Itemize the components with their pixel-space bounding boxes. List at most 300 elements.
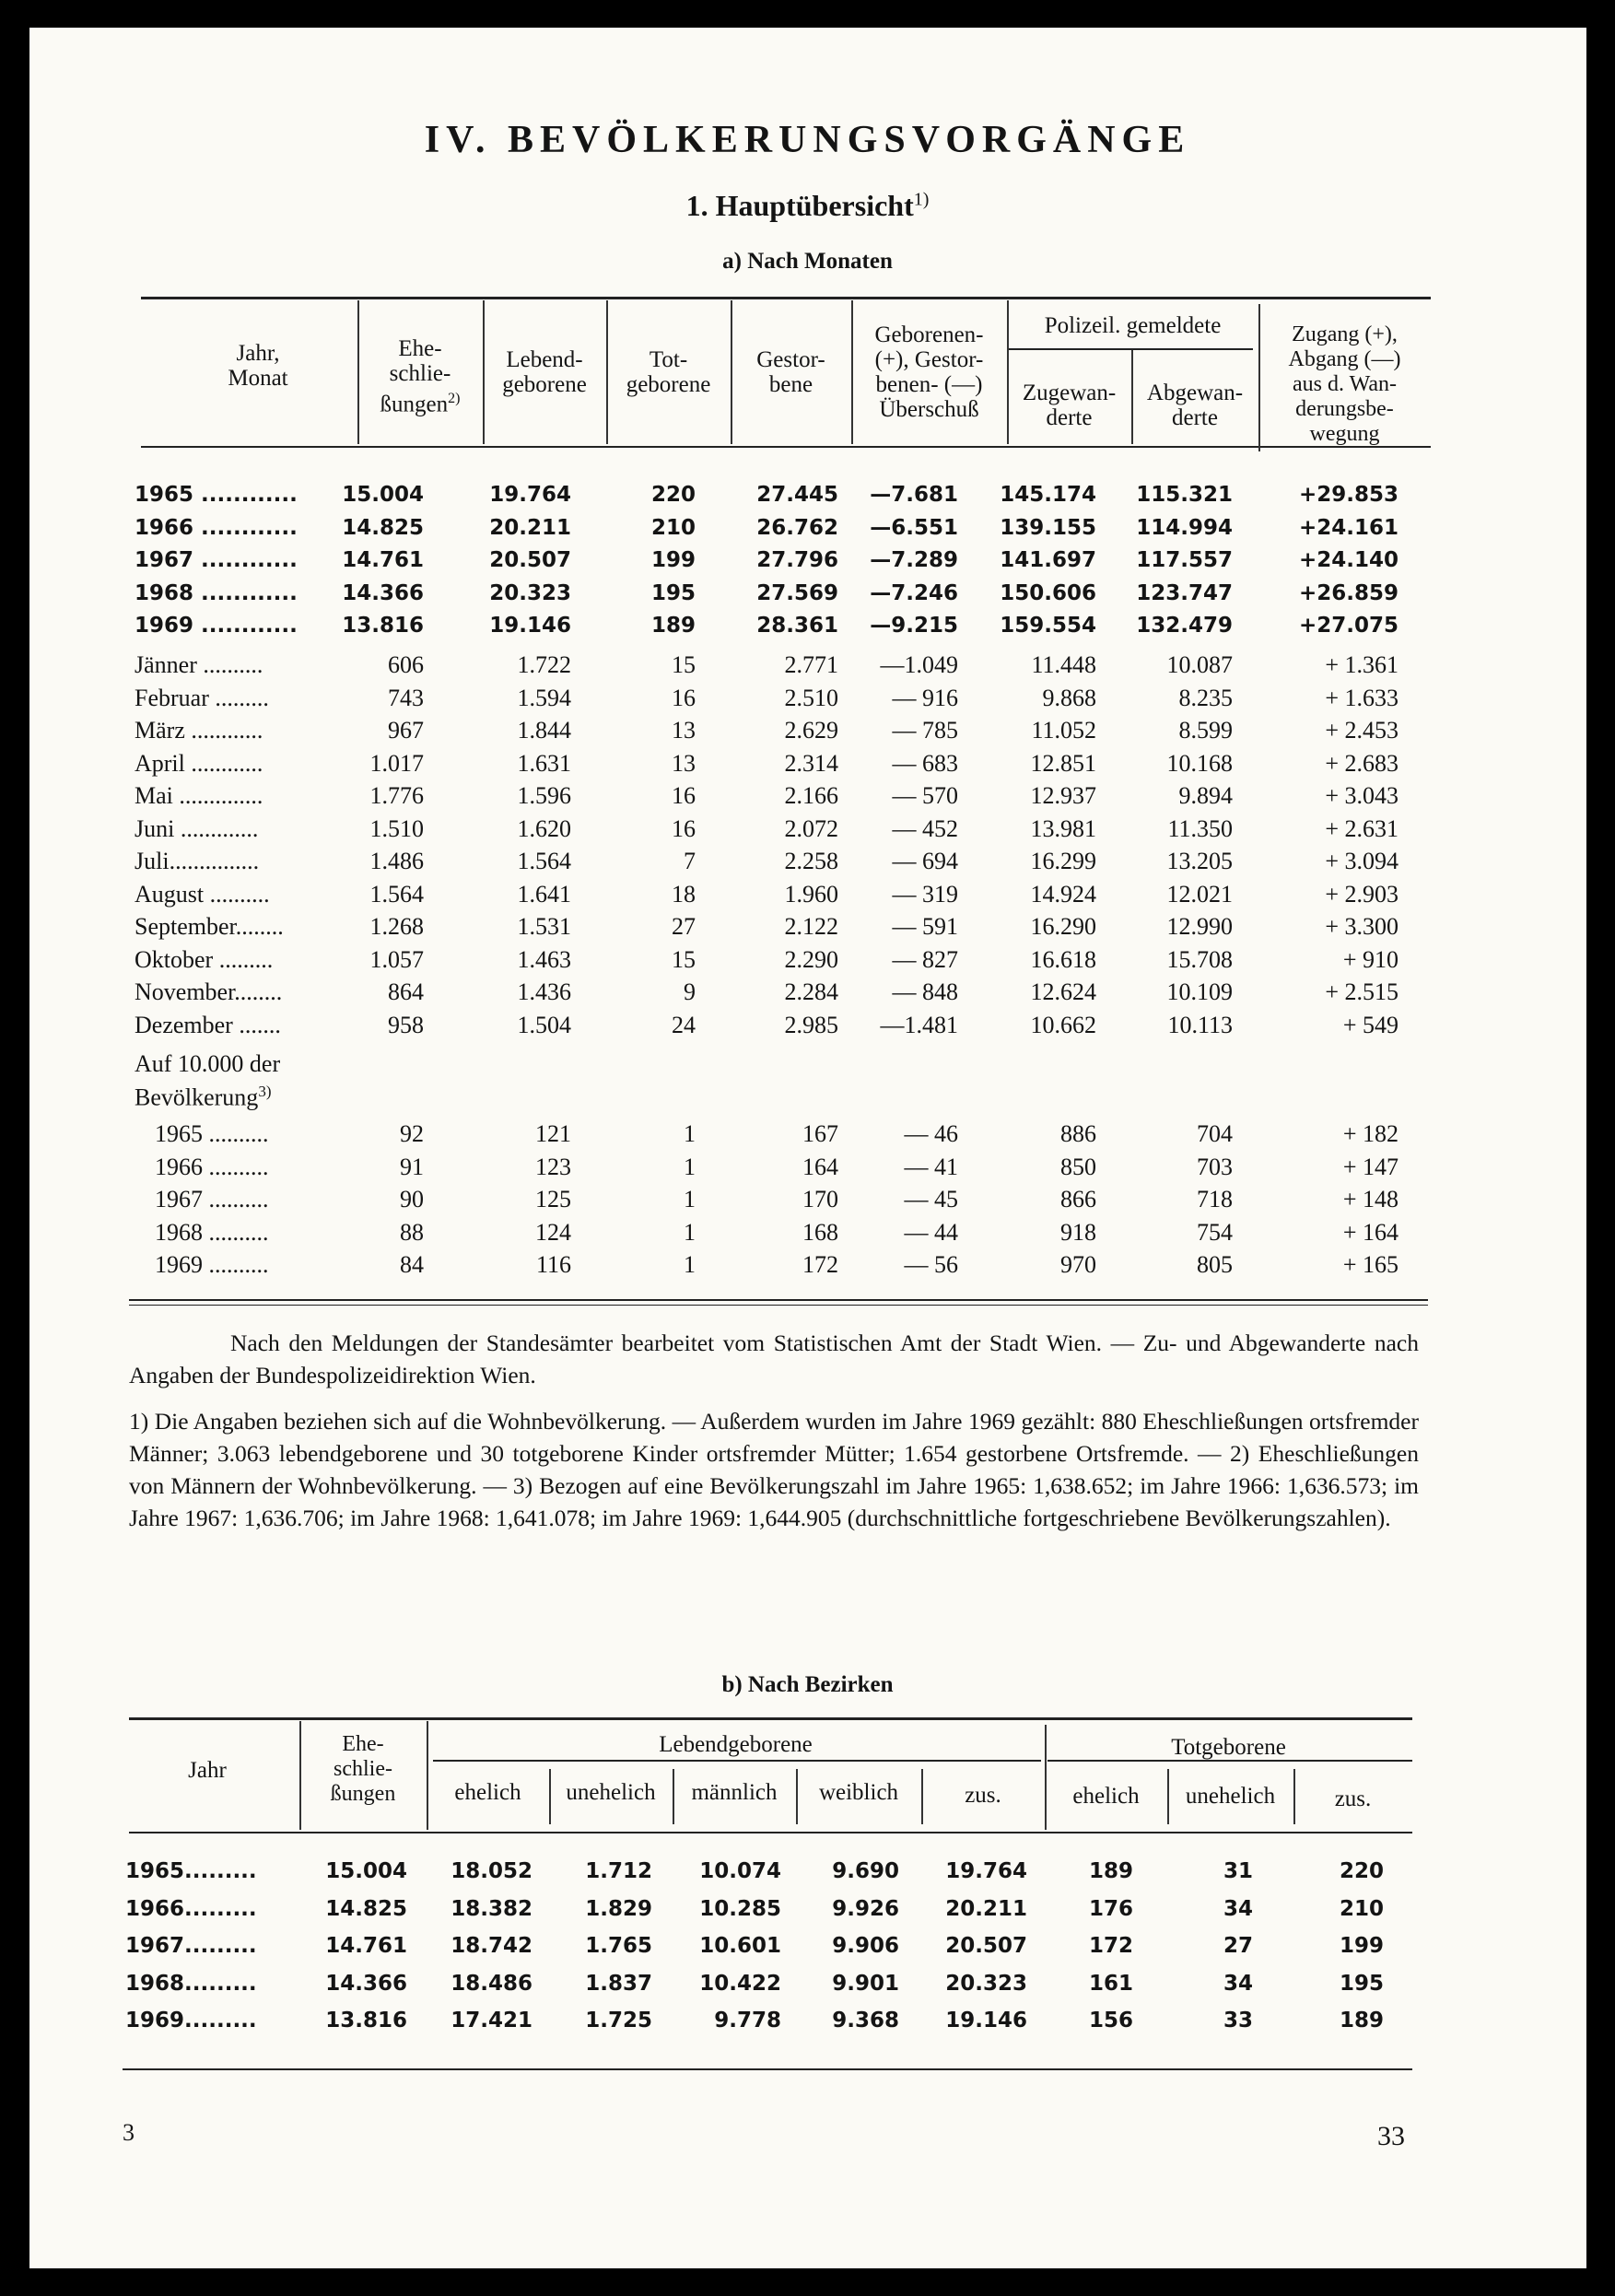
row-label: 1969 ............ bbox=[135, 614, 298, 638]
table-cell: 1.463 bbox=[517, 945, 571, 973]
b-col-header-zus: zus. bbox=[965, 1783, 1001, 1808]
row-label: Februar ......... bbox=[135, 684, 269, 711]
row-label: 1965 ............ bbox=[135, 483, 298, 507]
table-cell: +24.140 bbox=[1298, 548, 1398, 572]
table-cell: + 1.361 bbox=[1325, 651, 1398, 678]
table-row bbox=[0, 946, 1615, 979]
table-a-top-rule bbox=[141, 297, 1431, 299]
table-cell: 167 bbox=[802, 1120, 838, 1147]
table-cell: 1.564 bbox=[369, 880, 424, 908]
b-col-header-t-unehelich: unehelich bbox=[1185, 1784, 1276, 1809]
table-cell: 886 bbox=[1060, 1120, 1096, 1147]
table-cell: 19.146 bbox=[945, 2009, 1027, 2032]
table-cell: — 44 bbox=[904, 1218, 958, 1246]
table-cell: 170 bbox=[802, 1186, 838, 1212]
table-cell: 1 bbox=[684, 1120, 696, 1147]
source-note: Nach den Meldungen der Standesämter bearbeitet vom Statistischen Amt der Stadt Wien. — Zu- und Abgewanderte nach Angaben der Bundespolizeidirektion Wien. bbox=[129, 1330, 1419, 1388]
row-label: 1967 ............ bbox=[135, 548, 298, 572]
table-cell: 1.057 bbox=[369, 945, 424, 973]
table-cell: 20.507 bbox=[945, 1934, 1027, 1958]
table-row bbox=[0, 1219, 1615, 1252]
table-cell: 12.624 bbox=[1030, 978, 1096, 1005]
table-cell: 14.366 bbox=[342, 580, 424, 605]
table-cell: 150.606 bbox=[1000, 580, 1096, 605]
table-cell: 1.594 bbox=[517, 684, 571, 711]
table-cell: 10.109 bbox=[1166, 978, 1233, 1005]
table-cell: 10.285 bbox=[699, 1896, 781, 1921]
row-label: März ............ bbox=[135, 717, 263, 744]
table-cell: 2.072 bbox=[784, 814, 838, 842]
footnote: 1) Die Angaben beziehen sich auf die Wohnbevölkerung. — Außerdem wurden im Jahre 1969 gezählt: 880 Eheschließungen ortsfremder Männer; 3.063 lebendgeborene und 30 totgeborene Kinder ortsfremder Mütter; 1.654 gestorbene Ortsfremde. — 2) Eheschließungen von Männern der Wohnbevölkerung. — 3) Bezogen auf eine Bevölkerungszahl im Jahre 1965: 1,638.652; im Jahre 1966: 1,636.573; im Jahre 1967: 1,636.706; im Jahre 1968: 1,641.078; im Jahre 1969: 1,644.905 (durchschnittliche fortgeschriebene Bevölkerungszahlen). bbox=[129, 1408, 1419, 1531]
b-col-header-maennlich: männlich bbox=[691, 1780, 778, 1805]
b-col-header-tot: Totgeborene bbox=[1171, 1735, 1286, 1760]
table-cell: 12.990 bbox=[1166, 913, 1233, 940]
table-cell: 2.629 bbox=[784, 717, 838, 744]
table-row bbox=[0, 1972, 1615, 2005]
table-cell: 31 bbox=[1223, 1859, 1253, 1883]
per10000-label-1: Auf 10.000 der bbox=[135, 1050, 281, 1077]
table-cell: + 2.683 bbox=[1325, 749, 1398, 777]
table-cell: — 452 bbox=[892, 814, 958, 842]
table-cell: 2.284 bbox=[784, 978, 838, 1005]
table-cell: 18.742 bbox=[451, 1934, 532, 1958]
col-header-tot: Tot- geborene bbox=[626, 347, 711, 397]
table-cell: 1.722 bbox=[517, 651, 571, 678]
table-cell: 866 bbox=[1060, 1186, 1096, 1212]
table-cell: 17.421 bbox=[451, 2009, 532, 2032]
table-a-bottom-rule bbox=[129, 1299, 1428, 1301]
table-cell: — 848 bbox=[892, 978, 958, 1005]
table-cell: 20.211 bbox=[489, 515, 571, 540]
table-cell: 10.087 bbox=[1166, 651, 1233, 678]
table-cell: + 549 bbox=[1342, 1011, 1398, 1038]
table-cell: 7 bbox=[684, 848, 696, 874]
table-cell: 11.448 bbox=[1031, 651, 1096, 678]
table-cell: 1.486 bbox=[369, 848, 424, 874]
table-cell: 161 bbox=[1088, 1971, 1133, 1996]
table-cell: 20.323 bbox=[945, 1971, 1027, 1996]
table-cell: — 570 bbox=[892, 782, 958, 809]
table-cell: 220 bbox=[1339, 1859, 1384, 1883]
table-cell: 27 bbox=[672, 913, 696, 940]
table-cell: 125 bbox=[535, 1186, 571, 1212]
table-cell: 2.166 bbox=[784, 782, 838, 809]
row-label: 1967 .......... bbox=[155, 1186, 269, 1212]
table-cell: 159.554 bbox=[1000, 614, 1096, 638]
table-cell: + 3.043 bbox=[1325, 782, 1398, 809]
row-label: 1968 ............ bbox=[135, 580, 298, 605]
table-row bbox=[0, 614, 1615, 647]
row-label: 1966 ............ bbox=[135, 515, 298, 540]
table-cell: 27 bbox=[1223, 1934, 1253, 1958]
table-cell: 958 bbox=[388, 1011, 424, 1038]
table-row bbox=[0, 782, 1615, 815]
table-row bbox=[0, 516, 1615, 549]
table-cell: 8.599 bbox=[1178, 717, 1233, 744]
table-cell: 90 bbox=[400, 1186, 424, 1212]
table-row bbox=[0, 483, 1615, 516]
table-cell: 16.290 bbox=[1030, 913, 1096, 940]
lebend-rule bbox=[433, 1760, 1041, 1762]
table-cell: 967 bbox=[388, 717, 424, 744]
col-header-ehe-text: Ehe- schlie- ßungen bbox=[380, 336, 451, 417]
table-cell: +24.161 bbox=[1298, 515, 1398, 540]
table-cell: 88 bbox=[400, 1218, 424, 1246]
table-cell: 18 bbox=[672, 880, 696, 908]
table-cell: 1.641 bbox=[517, 880, 571, 908]
table-cell: 15.004 bbox=[342, 483, 424, 507]
table-cell: 16 bbox=[672, 782, 696, 809]
table-cell: 12.021 bbox=[1166, 880, 1233, 908]
table-cell: 9.901 bbox=[832, 1971, 899, 1996]
table-cell: 10.113 bbox=[1167, 1011, 1233, 1038]
row-label: August .......... bbox=[135, 880, 270, 908]
subsection-b-title: b) Nach Bezirken bbox=[721, 1672, 894, 1697]
table-cell: 718 bbox=[1197, 1186, 1233, 1212]
table-cell: — 46 bbox=[904, 1120, 958, 1147]
table-cell: 13.816 bbox=[342, 614, 424, 638]
table-cell: 12.851 bbox=[1030, 749, 1096, 777]
table-cell: 20.323 bbox=[489, 580, 571, 605]
table-cell: 9.894 bbox=[1178, 782, 1233, 809]
table-cell: 172 bbox=[1088, 1934, 1133, 1958]
table-cell: + 2.515 bbox=[1325, 978, 1398, 1005]
row-label: 1969 .......... bbox=[155, 1251, 269, 1278]
table-cell: 116 bbox=[535, 1251, 571, 1278]
table-cell: 9.868 bbox=[1042, 684, 1096, 711]
table-cell: +26.859 bbox=[1298, 580, 1398, 605]
table-cell: 27.445 bbox=[756, 483, 838, 507]
table-cell: + 2.903 bbox=[1325, 880, 1398, 908]
table-cell: 210 bbox=[650, 515, 696, 540]
b-col-header-ehelich: ehelich bbox=[454, 1780, 521, 1805]
table-cell: 2.122 bbox=[784, 913, 838, 940]
per10000-label-2 bbox=[135, 1083, 271, 1112]
table-cell: 16 bbox=[672, 814, 696, 842]
table-cell: 1.504 bbox=[517, 1011, 571, 1038]
table-row bbox=[0, 1154, 1615, 1187]
table-cell: 606 bbox=[388, 651, 424, 678]
table-cell: 172 bbox=[802, 1251, 838, 1278]
table-cell: — 45 bbox=[904, 1186, 958, 1212]
table-cell: 9.368 bbox=[832, 2009, 899, 2032]
table-cell: 1.531 bbox=[517, 913, 571, 940]
col-header-lebend: Lebend- geborene bbox=[502, 347, 587, 397]
table-cell: — 56 bbox=[904, 1251, 958, 1278]
table-row bbox=[0, 913, 1615, 946]
table-cell: + 148 bbox=[1342, 1186, 1398, 1212]
table-cell: 189 bbox=[650, 614, 696, 638]
table-cell: 18.486 bbox=[451, 1971, 532, 1996]
col-header-jahr: Jahr, Monat bbox=[228, 341, 288, 391]
table-b-bottom-rule bbox=[123, 2068, 1412, 2070]
table-cell: 20.211 bbox=[945, 1896, 1027, 1921]
table-cell: 27.569 bbox=[756, 580, 838, 605]
table-cell: 123 bbox=[535, 1153, 571, 1180]
row-label: September........ bbox=[135, 913, 284, 940]
table-cell: 117.557 bbox=[1136, 548, 1233, 572]
table-cell: 189 bbox=[1088, 1859, 1133, 1883]
table-cell: 141.697 bbox=[1000, 548, 1096, 572]
table-cell: 19.764 bbox=[489, 483, 571, 507]
table-cell: 1.268 bbox=[369, 913, 424, 940]
per10000-label-sup: 3) bbox=[258, 1083, 272, 1100]
table-cell: 220 bbox=[650, 483, 696, 507]
row-label: Mai .............. bbox=[135, 782, 263, 809]
table-cell: 14.761 bbox=[342, 548, 424, 572]
table-cell: 1.510 bbox=[369, 814, 424, 842]
b-col-header-t-ehelich: ehelich bbox=[1072, 1784, 1140, 1809]
table-cell: 754 bbox=[1197, 1218, 1233, 1246]
table-b-top-rule bbox=[129, 1717, 1412, 1720]
table-row bbox=[0, 1934, 1615, 1967]
table-row bbox=[0, 548, 1615, 581]
table-cell: 9 bbox=[684, 978, 696, 1005]
table-cell: 1.837 bbox=[585, 1971, 652, 1996]
row-label: Oktober ......... bbox=[135, 945, 274, 973]
table-cell: 13.816 bbox=[325, 2009, 407, 2032]
table-cell: 114.994 bbox=[1136, 515, 1233, 540]
table-cell: + 1.633 bbox=[1325, 684, 1398, 711]
row-label: 1966 .......... bbox=[155, 1153, 269, 1180]
table-cell: 26.762 bbox=[756, 515, 838, 540]
b-col-header-lebend: Lebendgeborene bbox=[659, 1732, 813, 1757]
table-cell: 2.314 bbox=[784, 749, 838, 777]
section-title bbox=[0, 189, 1615, 223]
table-cell: —9.215 bbox=[870, 614, 958, 638]
table-row bbox=[0, 1186, 1615, 1219]
table-cell: 20.507 bbox=[489, 548, 571, 572]
table-cell: 16 bbox=[672, 684, 696, 711]
table-cell: 10.422 bbox=[699, 1971, 781, 1996]
table-cell: 132.479 bbox=[1136, 614, 1233, 638]
table-cell: —7.681 bbox=[870, 483, 958, 507]
table-cell: 34 bbox=[1223, 1971, 1253, 1996]
page-number: 33 bbox=[1377, 2121, 1405, 2151]
table-cell: —6.551 bbox=[870, 515, 958, 540]
table-cell: 15 bbox=[672, 945, 696, 973]
table-cell: 199 bbox=[650, 548, 696, 572]
table-cell: + 2.453 bbox=[1325, 717, 1398, 744]
table-cell: 704 bbox=[1197, 1120, 1233, 1147]
col-header-gestor: Gestor- bene bbox=[756, 347, 825, 397]
table-row bbox=[0, 750, 1615, 783]
table-cell: 9.906 bbox=[832, 1934, 899, 1958]
table-row bbox=[0, 848, 1615, 881]
table-cell: 850 bbox=[1060, 1153, 1096, 1180]
table-cell: 12.937 bbox=[1030, 782, 1096, 809]
table-cell: + 3.094 bbox=[1325, 848, 1398, 874]
table-cell: 195 bbox=[650, 580, 696, 605]
table-cell: 176 bbox=[1088, 1896, 1133, 1921]
table-b-header-rule bbox=[129, 1832, 1412, 1833]
table-cell: 2.290 bbox=[784, 945, 838, 973]
b-col-header-unehelich: unehelich bbox=[566, 1780, 656, 1805]
b-col-header-t-zus: zus. bbox=[1334, 1786, 1372, 1811]
table-cell: 10.168 bbox=[1166, 749, 1233, 777]
table-cell: 123.747 bbox=[1136, 580, 1233, 605]
col-header-ehe-sup: 2) bbox=[448, 391, 461, 406]
table-cell: 168 bbox=[802, 1218, 838, 1246]
table-cell: 92 bbox=[400, 1120, 424, 1147]
table-cell: 199 bbox=[1339, 1934, 1384, 1958]
table-cell: 1.631 bbox=[517, 749, 571, 777]
row-label: Jänner .......... bbox=[135, 651, 263, 678]
row-label: Dezember ....... bbox=[135, 1011, 281, 1038]
table-cell: 14.825 bbox=[342, 515, 424, 540]
table-cell: — 694 bbox=[892, 848, 958, 874]
table-cell: 9.926 bbox=[832, 1896, 899, 1921]
table-cell: + 165 bbox=[1342, 1251, 1398, 1278]
table-cell: 34 bbox=[1223, 1896, 1253, 1921]
table-cell: 14.366 bbox=[325, 1971, 407, 1996]
per10000-label-2-text: Bevölkerung bbox=[135, 1084, 259, 1111]
b-col-header-weiblich: weiblich bbox=[818, 1780, 899, 1805]
table-cell: 14.825 bbox=[325, 1896, 407, 1921]
table-cell: 10.662 bbox=[1030, 1011, 1096, 1038]
table-cell: —1.049 bbox=[880, 651, 958, 678]
table-cell: 210 bbox=[1339, 1896, 1384, 1921]
table-cell: + 3.300 bbox=[1325, 913, 1398, 940]
footer-left-mark: 3 bbox=[123, 2119, 135, 2146]
table-cell: 13 bbox=[672, 717, 696, 744]
table-cell: 1 bbox=[684, 1153, 696, 1180]
table-cell: 124 bbox=[535, 1218, 571, 1246]
table-cell: — 683 bbox=[892, 749, 958, 777]
table-cell: 156 bbox=[1088, 2009, 1133, 2032]
table-cell: — 319 bbox=[892, 880, 958, 908]
table-cell: 703 bbox=[1197, 1153, 1233, 1180]
table-row bbox=[0, 1897, 1615, 1930]
table-cell: 1.776 bbox=[369, 782, 424, 809]
b-col-header-jahr: Jahr bbox=[188, 1758, 227, 1783]
table-cell: 13.981 bbox=[1030, 814, 1096, 842]
table-row bbox=[0, 2009, 1615, 2042]
table-cell: 1.564 bbox=[517, 848, 571, 874]
table-row bbox=[0, 1859, 1615, 1892]
table-row bbox=[0, 717, 1615, 750]
col-header-zugew: Zugewan- derte bbox=[1022, 381, 1117, 430]
table-cell: 918 bbox=[1060, 1218, 1096, 1246]
table-cell: 11.350 bbox=[1167, 814, 1233, 842]
table-cell: 121 bbox=[535, 1120, 571, 1147]
table-cell: 14.761 bbox=[325, 1934, 407, 1958]
table-cell: 743 bbox=[388, 684, 424, 711]
table-cell: — 41 bbox=[904, 1153, 958, 1180]
table-cell: 2.510 bbox=[784, 684, 838, 711]
table-cell: 33 bbox=[1223, 2009, 1253, 2032]
table-cell: 16.618 bbox=[1030, 945, 1096, 973]
tot-rule bbox=[1047, 1760, 1412, 1762]
table-cell: — 785 bbox=[892, 717, 958, 744]
table-cell: 13 bbox=[672, 749, 696, 777]
table-cell: 139.155 bbox=[1000, 515, 1096, 540]
table-cell: + 182 bbox=[1342, 1120, 1398, 1147]
table-cell: 13.205 bbox=[1166, 848, 1233, 874]
table-cell: 1.844 bbox=[517, 717, 571, 744]
col-header-zugang: Zugang (+), Abgang (—) aus d. Wan- derungsbe- wegung bbox=[1288, 322, 1401, 446]
table-cell: 1 bbox=[684, 1218, 696, 1246]
table-cell: + 910 bbox=[1342, 945, 1398, 973]
table-cell: 145.174 bbox=[1000, 483, 1096, 507]
table-cell: 91 bbox=[400, 1153, 424, 1180]
page-title: IV. BEVÖLKERUNGSVORGÄNGE bbox=[424, 119, 1191, 161]
row-label: 1967......... bbox=[125, 1934, 257, 1958]
table-cell: 805 bbox=[1197, 1251, 1233, 1278]
table-cell: 1.765 bbox=[585, 1934, 652, 1958]
row-label: 1968......... bbox=[125, 1971, 257, 1996]
table-cell: — 916 bbox=[892, 684, 958, 711]
table-cell: 28.361 bbox=[756, 614, 838, 638]
subsection-a-title: a) Nach Monaten bbox=[722, 249, 893, 274]
row-label: Juni ............. bbox=[135, 814, 259, 842]
table-cell: —7.289 bbox=[870, 548, 958, 572]
table-cell: — 591 bbox=[892, 913, 958, 940]
table-cell: 15.004 bbox=[325, 1859, 407, 1883]
table-cell: —1.481 bbox=[880, 1011, 958, 1038]
table-row bbox=[0, 581, 1615, 615]
col-header-polizeil: Polizeil. gemeldete bbox=[1044, 313, 1222, 338]
section-title-sup: 1) bbox=[913, 189, 930, 210]
table-cell: 1.829 bbox=[585, 1896, 652, 1921]
table-cell: 1 bbox=[684, 1186, 696, 1212]
table-row bbox=[0, 881, 1615, 914]
table-row bbox=[0, 978, 1615, 1012]
row-label: 1965......... bbox=[125, 1859, 257, 1883]
table-cell: 1.712 bbox=[585, 1859, 652, 1883]
table-cell: 115.321 bbox=[1136, 483, 1233, 507]
table-row bbox=[0, 1012, 1615, 1045]
table-row bbox=[0, 815, 1615, 849]
table-cell: 24 bbox=[672, 1011, 696, 1038]
col-header-geb-ueberschuss: Geborenen- (+), Gestor- benen- (—) Überschuß bbox=[874, 322, 984, 422]
row-label: 1966......... bbox=[125, 1896, 257, 1921]
table-cell: + 2.631 bbox=[1325, 814, 1398, 842]
table-cell: 2.985 bbox=[784, 1011, 838, 1038]
table-cell: 1.436 bbox=[517, 978, 571, 1005]
col-header-abgew: Abgewan- derte bbox=[1146, 381, 1244, 430]
table-cell: —7.246 bbox=[870, 580, 958, 605]
col-header-ehe bbox=[357, 336, 483, 416]
table-cell: 1.017 bbox=[369, 749, 424, 777]
table-cell: 1.596 bbox=[517, 782, 571, 809]
table-row bbox=[0, 685, 1615, 718]
row-label: 1965 .......... bbox=[155, 1120, 269, 1147]
row-label: April ............ bbox=[135, 749, 263, 777]
table-cell: 1.960 bbox=[784, 880, 838, 908]
table-cell: 16.299 bbox=[1030, 848, 1096, 874]
table-cell: 19.764 bbox=[945, 1859, 1027, 1883]
table-a-header-rule bbox=[141, 446, 1431, 448]
table-cell: 164 bbox=[802, 1153, 838, 1180]
table-cell: 15.708 bbox=[1166, 945, 1233, 973]
table-cell: 18.382 bbox=[451, 1896, 532, 1921]
table-cell: — 827 bbox=[892, 945, 958, 973]
table-cell: 1 bbox=[684, 1251, 696, 1278]
table-cell: 195 bbox=[1339, 1971, 1384, 1996]
table-cell: 10.601 bbox=[699, 1934, 781, 1958]
table-cell: 10.074 bbox=[699, 1859, 781, 1883]
table-cell: 9.778 bbox=[714, 2009, 781, 2032]
table-cell: 864 bbox=[388, 978, 424, 1005]
table-cell: 11.052 bbox=[1031, 717, 1096, 744]
section-title-text: 1. Hauptübersicht bbox=[685, 189, 914, 222]
table-cell: 1.620 bbox=[517, 814, 571, 842]
table-cell: 8.235 bbox=[1178, 684, 1233, 711]
row-label: Juli............... bbox=[135, 848, 260, 874]
table-cell: 1.725 bbox=[585, 2009, 652, 2032]
table-cell: +27.075 bbox=[1298, 614, 1398, 638]
